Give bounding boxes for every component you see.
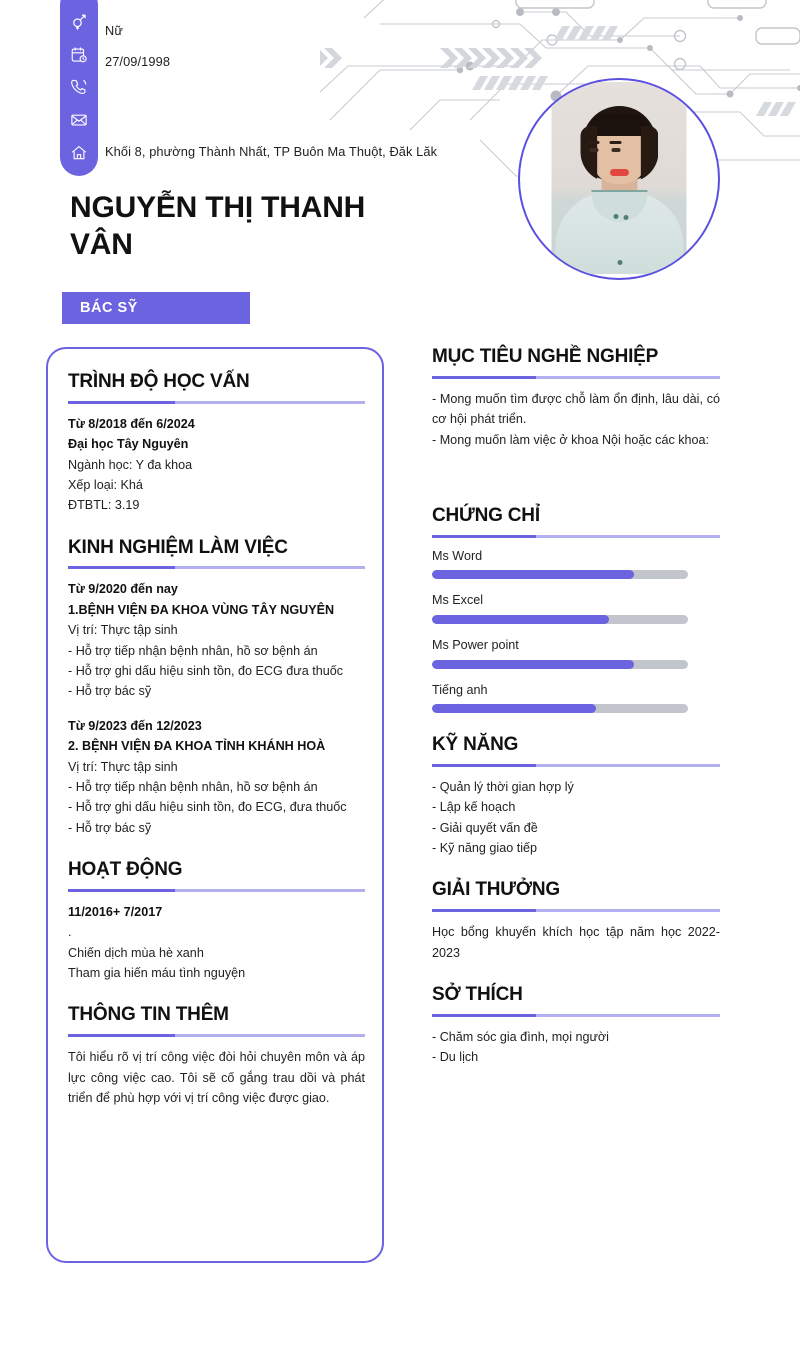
experience-item	[68, 579, 365, 701]
certificate-label: Ms Power point	[432, 637, 519, 652]
section-title-activities: HOẠT ĐỘNG	[68, 859, 183, 881]
section-certificates	[432, 504, 720, 713]
job-title-badge: BÁC SỸ	[62, 292, 250, 324]
section-rule	[68, 1034, 365, 1037]
skill-item: - Giải quyết vấn đề	[432, 820, 538, 835]
section-rule	[68, 566, 365, 569]
certificate-bar-fill	[432, 660, 634, 669]
phone-icon	[69, 78, 89, 98]
experience-duty: - Hỗ trợ bác sỹ	[68, 684, 152, 699]
section-title-additional-info: THÔNG TIN THÊM	[68, 1004, 229, 1026]
experience-period: Từ 9/2023 đến 12/2023	[68, 718, 202, 733]
gender-icon	[69, 12, 89, 32]
section-objective	[432, 345, 720, 484]
certificate-bar-fill	[432, 570, 634, 579]
section-title-certificates: CHỨNG CHỈ	[432, 504, 540, 526]
section-education	[68, 370, 365, 516]
experience-item	[68, 716, 365, 838]
envelope-icon	[69, 110, 89, 130]
education-rank: Xếp loại: Khá	[68, 477, 143, 492]
section-rule	[432, 909, 720, 912]
contact-gender: Nữ	[105, 23, 124, 38]
objective-item: - Mong muốn tìm được chỗ làm ổn định, lâu dài, có cơ hội phát triển.	[432, 391, 720, 427]
certificate-bar-fill	[432, 704, 596, 713]
home-icon	[69, 143, 89, 163]
education-period: Từ 8/2018 đến 6/2024	[68, 416, 195, 431]
education-major: Ngành học: Y đa khoa	[68, 457, 193, 472]
calendar-icon	[69, 45, 89, 65]
section-title-hobbies: SỞ THÍCH	[432, 984, 523, 1006]
left-column	[68, 370, 365, 1128]
contact-dob: 27/09/1998	[105, 54, 171, 69]
section-awards	[432, 878, 720, 963]
section-title-experience: KINH NGHIỆM LÀM VIỆC	[68, 536, 288, 558]
section-skills	[432, 733, 720, 858]
certificate-bar-fill	[432, 615, 609, 624]
objective-item: - Mong muốn làm việc ở khoa Nội hoặc các khoa:	[432, 432, 710, 447]
certificate-bar	[432, 615, 688, 624]
section-rule	[68, 401, 365, 404]
section-rule	[432, 1014, 720, 1017]
experience-duty: - Hỗ trợ tiếp nhận bệnh nhân, hồ sơ bệnh án	[68, 643, 318, 658]
hobby-item: - Chăm sóc gia đình, mọi người	[432, 1029, 609, 1044]
section-title-awards: GIẢI THƯỞNG	[432, 879, 560, 901]
activities-item: Tham gia hiến máu tình nguyện	[68, 966, 246, 981]
experience-period: Từ 9/2020 đến nay	[68, 582, 178, 597]
section-title-skills: KỸ NĂNG	[432, 734, 519, 756]
section-rule	[432, 535, 720, 538]
experience-position: Vị trí: Thực tập sinh	[68, 759, 178, 774]
skill-item: - Lập kế hoạch	[432, 800, 516, 815]
experience-employer: 1.BỆNH VIỆN ĐA KHOA VÙNG TÂY NGUYÊN	[68, 602, 335, 617]
experience-position: Vị trí: Thực tập sinh	[68, 623, 178, 638]
awards-text: Học bổng khuyến khích học tập năm học 2022-2023	[432, 925, 720, 960]
experience-employer: 2. BỆNH VIỆN ĐA KHOA TỈNH KHÁNH HOÀ	[68, 739, 326, 754]
certificate-label: Ms Excel	[432, 593, 484, 608]
certificate-bar	[432, 660, 688, 669]
section-title-education: TRÌNH ĐỘ HỌC VẤN	[68, 371, 250, 392]
contact-address: Khối 8, phường Thành Nhất, TP Buôn Ma Thuột, Đăk Lăk	[105, 144, 438, 159]
certificate-bar	[432, 570, 688, 579]
additional-info-text: Tôi hiểu rõ vị trí công việc đòi hỏi chuyên môn và áp lực công việc cao. Tôi sẽ cố gắng trau dồi và phát triển để phù hợp với vị trí công việc được giao.	[68, 1050, 365, 1105]
skill-item: - Quản lý thời gian hợp lý	[432, 779, 574, 794]
activities-period: 11/2016+ 7/2017	[68, 904, 163, 919]
skill-item: - Kỹ năng giao tiếp	[432, 841, 538, 856]
section-experience	[68, 536, 365, 838]
section-title-objective: MỤC TIÊU NGHỀ NGHIỆP	[432, 346, 659, 367]
education-school: Đại học Tây Nguyên	[68, 437, 189, 452]
education-gpa: ĐTBTL: 3.19	[68, 498, 140, 513]
section-rule	[432, 764, 720, 767]
activities-item: Chiến dịch mùa hè xanh	[68, 945, 204, 960]
hobby-item: - Du lịch	[432, 1050, 479, 1065]
section-hobbies	[432, 983, 720, 1068]
experience-duty: - Hỗ trợ bác sỹ	[68, 820, 152, 835]
avatar-image	[552, 82, 687, 274]
right-column	[432, 345, 720, 1088]
certificate-bar	[432, 704, 688, 713]
experience-duty: - Hỗ trợ ghi dấu hiệu sinh tồn, đo ECG, đưa thuốc	[68, 800, 347, 815]
experience-duty: - Hỗ trợ tiếp nhận bệnh nhân, hồ sơ bệnh án	[68, 779, 318, 794]
activities-dot: .	[68, 925, 72, 940]
certificate-label: Ms Word	[432, 548, 483, 563]
avatar	[518, 78, 720, 280]
section-rule	[432, 376, 720, 379]
contact-icon-strip	[60, 0, 98, 176]
section-additional-info	[68, 1003, 365, 1108]
experience-duty: - Hỗ trợ ghi dấu hiệu sinh tồn, đo ECG đưa thuốc	[68, 664, 344, 679]
section-rule	[68, 889, 365, 892]
certificate-label: Tiếng anh	[432, 682, 488, 697]
page-title: NGUYỄN THỊ THANH VÂN	[70, 191, 366, 261]
section-activities	[68, 858, 365, 983]
